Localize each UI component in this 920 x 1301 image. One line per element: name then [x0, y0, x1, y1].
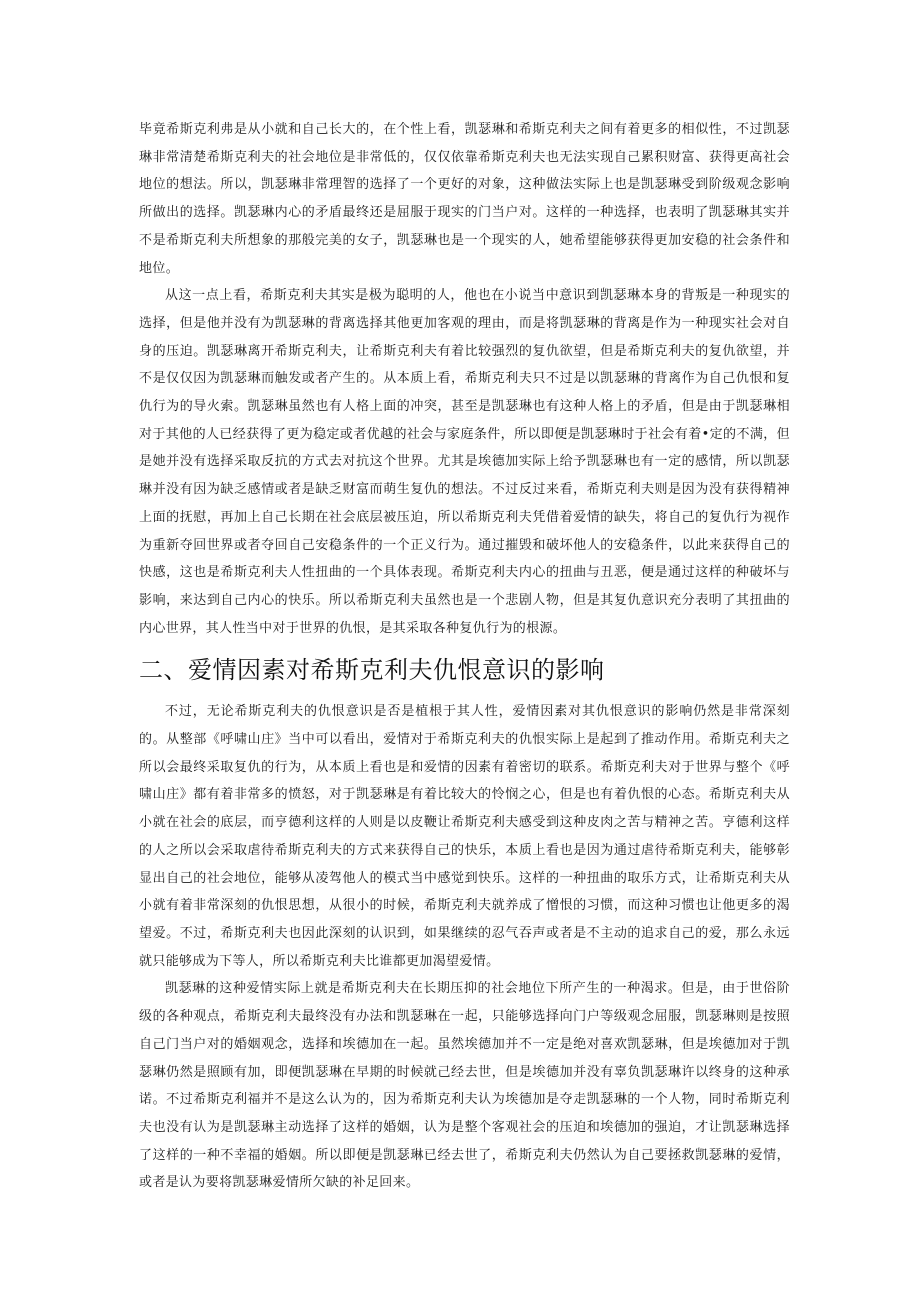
paragraph-body: 凯瑟琳的这种爱情实际上就是希斯克利夫在长期压抑的社会地位下所产生的一种渴求。但是，由于世俗阶级的各种观点，希斯克利夫最终没有办法和凯瑟琳在一起，只能够选择向门户等级观念屈服，凯瑟琳则是按照自己门当户对的婚姻观念，选择和埃德加在一起。虽然埃德加并不一定是绝对喜欢凯瑟琳，但是埃德加对于凯瑟琳仍然是照顾有加，即便凯瑟琳在早期的时候就己经去世，但是埃德加并没有辜负凯瑟琳许以终身的这种承诺。不过希斯克利福并不是这么认为的，因为希斯克利夫认为埃德加是夺走凯瑟琳的一个人物，同时希斯克利夫也没有认为是凯瑟琳主动选择了这样的婚姻，认为是整个客观社会的压迫和埃德加的强迫，才让凯瑟琳选择了这样的一种不幸福的婚姻。所以即便是凯瑟琳已经去世了，希斯克利夫仍然认为自己要拯救凯瑟琳的爱情，或者是认为要将凯瑟琳爱情所欠缺的补足回来。: [139, 981, 790, 1191]
paragraph-body: 不过，无论希斯克利夫的仇恨意识是否是植根于其人性，爱情因素对其仇恨意识的影响仍然是非常深刻的。从整部《呼啸山庄》当中可以看出，爱情对于希斯克利夫的仇恨实际上是起到了推动作用。希斯克利夫之所以会最终采取复仇的行为，从本质上看也是和爱情的因素有着密切的联系。希斯克利夫对于世界与整个《呼啸山庄》都有着非常多的愤怒，对于凯瑟琳是有着比较大的怜悯之心，但是也有着仇恨的心态。希斯克利夫从小就在社会的底层，而亨德利这样的人则是以皮鞭让希斯克利夫感受到这种皮肉之苦与精神之苦。亨德利这样的人之所以会采取虐待希斯克利夫的方式来获得自己的快乐，本质上看也是因为通过虐待希斯克利夫，能够彰显出自己的社会地位，能够从凌驾他人的模式当中感觉到快乐。这样的一种扭曲的取乐方式，让希斯克利夫从小就有着非常深刻的仇恨思想，从很小的时候，希斯克利夫就养成了憎恨的习惯，而这种习惯也让他更多的渴望爱。不过，希斯克利夫也因此深刻的认识到，如果继续的忍气吞声或者是不主动的追求自己的爱，那么永远就只能够成为下等人，所以希斯克利夫比谁都更加渴望爱情。: [139, 704, 790, 969]
document-page: [139, 116, 790, 1197]
paragraph-body: 从这一点上看，希斯克利夫其实是极为聪明的人，他也在小说当中意识到凯瑟琳本身的背叛是一种现实的选择，但是他并没有为凯瑟琳的背离选择其他更加客观的理由，而是将凯瑟琳的背离是作为一种现实社会对自身的压迫。凯瑟琳离开希斯克利夫，让希斯克利夫有着比较强烈的复仇欲望，但是希斯克利夫的复仇欲望，并不是仅仅因为凯瑟琳而触发或者产生的。从本质上看，希斯克利夫只不过是以凯瑟琳的背离作为自己仇恨和复仇行为的导火索。凯瑟琳虽然也有人格上面的冲突，甚至是凯瑟琳也有这种人格上的矛盾，但是由于凯瑟琳相对于其他的人已经获得了更为稳定或者优越的社会与家庭条件，所以即便是凯瑟琳时于社会有着•定的不满，但是她并没有选择采取反抗的方式去对抗这个世界。尤其是埃德加实际上给予凯瑟琳也有一定的感情，所以凯瑟琳并没有因为缺乏感情或者是缺乏财富而萌生复仇的想法。不过反过来看，希斯克利夫则是因为没有获得精神上面的抚慰，再加上自己长期在社会底层被压迫，所以希斯克利夫凭借着爱情的缺失，将自己的复仇行为视作为重新夺回世界或者夺回自己安稳条件的一个正义行为。通过摧毁和破坏他人的安稳条件，以此来获得自己的快感，这也是希斯克利夫人性扭曲的一个具体表现。希斯克利夫内心的扭曲与丑恶，便是通过这样的种破坏与影响，来达到自己内心的快乐。所以希斯克利夫虽然也是一个悲剧人物，但是其复仇意识充分表明了其扭曲的内心世界，其人性当中对于世界的仇恨，是其采取各种复仇行为的根源。: [139, 288, 790, 636]
section-heading: 二、爱情因素对希斯克利夫仇恨意识的影响: [139, 656, 605, 685]
paragraph-continuation: 毕竟希斯克利弗是从小就和自己长大的，在个性上看，凯瑟琳和希斯克利夫之间有着更多的相似性，不过凯瑟琳非常清楚希斯克利夫的社会地位是非常低的，仅仅依靠希斯克利夫也无法实现自己累积财富、获得更高社会地位的想法。所以，凯瑟琳非常理智的选择了一个更好的对象，这种做法实际上也是凯瑟琳受到阶级观念影响所做出的选择。凯瑟琳内心的矛盾最终还是屈服于现实的门当户对。这样的一种选择，也表明了凯瑟琳其实并不是希斯克利夫所想象的那般完美的女子，凯瑟琳也是一个现实的人，她希望能够获得更加安稳的社会条件和地位。: [139, 122, 790, 276]
